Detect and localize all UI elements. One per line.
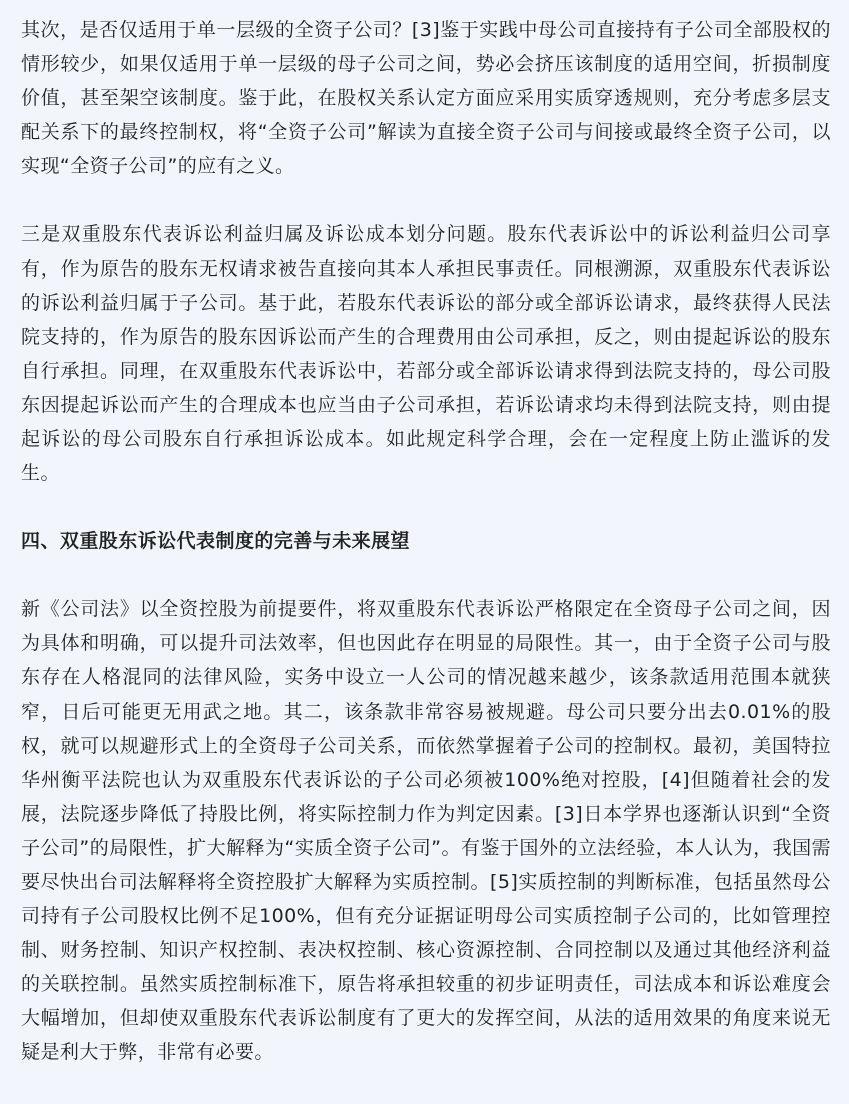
paragraph-litigation-interest: 三是双重股东代表诉讼利益归属及诉讼成本划分问题。股东代表诉讼中的诉讼利益归公司享有，作为原告的股东无权请求被告直接向其本人承担民事责任。同根溯源，双重股东代表诉讼的诉讼利益归属于子公司。基于此，若股东代表诉讼的部分或全部诉讼请求，最终获得人民法院支持的，作为原告的股东因诉讼而产生的合理费用由公司承担，反之，则由提起诉讼的股东自行承担。同理，在双重股东代表诉讼中，若部分或全部诉讼请求得到法院支持的，母公司股东因提起诉讼而产生的合理成本也应当由子公司承担，若诉讼请求均未得到法院支持，则由提起诉讼的母公司股东自行承担诉讼成本。如此规定科学合理，会在一定程度上防止滥诉的发生。 (21, 223, 831, 485)
section-heading: 四、双重股东诉讼代表制度的完善与未来展望 (21, 530, 411, 553)
paragraph-full-subsidiary-scope: 其次，是否仅适用于单一层级的全资子公司？[3]鉴于实践中母公司直接持有子公司全部股权的情形较少，如果仅适用于单一层级的母子公司之间，势必会挤压该制度的适用空间，折损制度价值，甚至架空该制度。鉴于此，在股权关系认定方面应采用实质穿透规则，充分考虑多层支配关系下的最终控制权，将“全资子公司”解读为直接全资子公司与间接或最终全资子公司，以实现“全资子公司”的应有之义。 (21, 19, 831, 178)
paragraph-spacer (21, 558, 831, 592)
paragraph-spacer (21, 490, 831, 524)
paragraph-improvement-outlook: 新《公司法》以全资控股为前提要件，将双重股东代表诉讼严格限定在全资母子公司之间，因为具体和明确，可以提升司法效率，但也因此存在明显的局限性。其一，由于全资子公司与股东存在人格混同的法律风险，实务中设立一人公司的情况越来越少，该条款适用范围本就狭窄，日后可能更无用武之地。其二，该条款非常容易被规避。母公司只要分出去0.01%的股权，就可以规避形式上的全资母子公司关系，而依然掌握着子公司的控制权。最初，美国特拉华州衡平法院也认为双重股东代表诉讼的子公司必须被100%绝对控股，[4]但随着社会的发展，法院逐步降低了持股比例，将实际控制力作为判定因素。[3]日本学界也逐渐认识到“全资子公司”的局限性，扩大解释为“实质全资子公司”。有鉴于国外的立法经验，本人认为，我国需要尽快出台司法解释将全资控股扩大解释为实质控制。[5]实质控制的判断标准，包括虽然母公司持有子公司股权比例不足100%，但有充分证据证明母公司实质控制子公司的，比如管理控制、财务控制、知识产权控制、表决权控制、核心资源控制、合同控制以及通过其他经济利益的关联控制。虽然实质控制标准下，原告将承担较重的初步证明责任，司法成本和诉讼难度会大幅增加，但却使双重股东代表诉讼制度有了更大的发挥空间，从法的适用效果的角度来说无疑是利大于弊，非常有必要。 (21, 598, 831, 1064)
paragraph-spacer (21, 183, 831, 217)
